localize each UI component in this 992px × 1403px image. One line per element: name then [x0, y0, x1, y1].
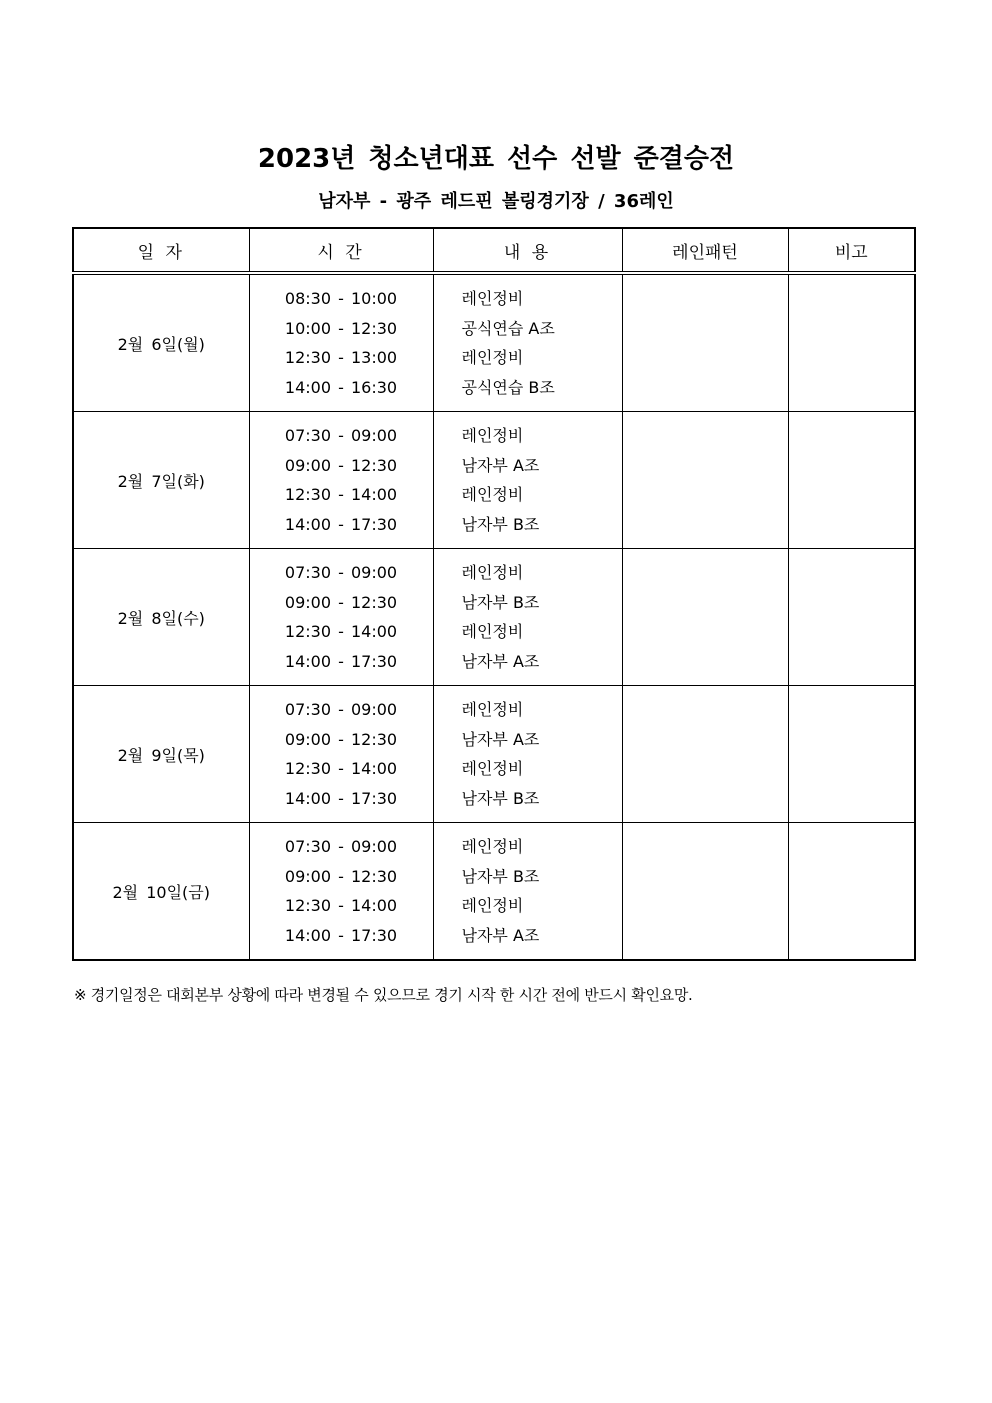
time-slot: 14:00 - 17:30: [284, 788, 398, 808]
header-date: 일 자: [73, 228, 249, 273]
content-cell: [433, 686, 622, 823]
lane-pattern-cell: [622, 686, 788, 823]
content-item: 남자부 A조: [461, 925, 540, 945]
time-slot: 09:00 - 12:30: [284, 455, 398, 475]
table-row: [73, 823, 915, 961]
content-item: 레인정비: [461, 622, 524, 641]
content-cell: [433, 273, 622, 412]
date-cell: 2월 9일(목): [73, 686, 249, 823]
time-slot: 09:00 - 12:30: [284, 729, 398, 749]
time-slot: 07:30 - 09:00: [284, 700, 398, 719]
content-item: 레인정비: [461, 289, 524, 308]
content-item: 남자부 B조: [461, 514, 540, 534]
time-slot: 12:30 - 14:00: [284, 896, 398, 915]
content-item: 남자부 A조: [461, 651, 540, 671]
time-cell: [249, 549, 433, 686]
date-cell: 2월 7일(화): [73, 412, 249, 549]
table-row: [73, 273, 915, 412]
lane-pattern-cell: [622, 273, 788, 412]
time-slot: 07:30 - 09:00: [284, 563, 398, 582]
content-item: 레인정비: [461, 759, 524, 778]
time-slot: 07:30 - 09:00: [284, 837, 398, 856]
remarks-cell: [788, 823, 915, 961]
time-slot: 12:30 - 13:00: [284, 348, 398, 367]
content-item: 레인정비: [461, 485, 524, 504]
content-item: 레인정비: [461, 348, 524, 367]
content-item: 남자부 A조: [461, 729, 540, 749]
table-row: [73, 549, 915, 686]
time-cell: [249, 412, 433, 549]
content-item: 남자부 B조: [461, 866, 540, 886]
content-item: 레인정비: [461, 426, 524, 445]
time-slot: 09:00 - 12:30: [284, 592, 398, 612]
schedule-change-notice: ※ 경기일정은 대회본부 상황에 따라 변경될 수 있으므로 경기 시작 한 시간 전에 반드시 확인요망.: [74, 986, 693, 1004]
header-remarks: 비고: [788, 228, 915, 273]
time-slot: 14:00 - 17:30: [284, 514, 398, 534]
table-row: [73, 412, 915, 549]
page-subtitle: 남자부 - 광주 레드핀 볼링경기장 / 36레인: [318, 191, 674, 212]
time-cell: [249, 273, 433, 412]
content-cell: [433, 412, 622, 549]
lane-pattern-cell: [622, 549, 788, 686]
time-slot: 14:00 - 16:30: [284, 377, 398, 397]
time-slot: 09:00 - 12:30: [284, 866, 398, 886]
content-item: 공식연습 B조: [461, 377, 555, 397]
content-item: 레인정비: [461, 896, 524, 915]
time-slot: 12:30 - 14:00: [284, 485, 398, 504]
remarks-cell: [788, 549, 915, 686]
time-cell: [249, 823, 433, 961]
time-slot: 12:30 - 14:00: [284, 622, 398, 641]
content-cell: [433, 549, 622, 686]
time-slot: 14:00 - 17:30: [284, 925, 398, 945]
lane-pattern-cell: [622, 823, 788, 961]
time-slot: 14:00 - 17:30: [284, 651, 398, 671]
remarks-cell: [788, 412, 915, 549]
header-time: 시 간: [249, 228, 433, 273]
header-lane-pattern: 레인패턴: [622, 228, 788, 273]
date-cell: 2월 8일(수): [73, 549, 249, 686]
lane-pattern-cell: [622, 412, 788, 549]
header-content: 내 용: [433, 228, 622, 273]
content-item: 남자부 B조: [461, 592, 540, 612]
content-item: 레인정비: [461, 837, 524, 856]
content-cell: [433, 823, 622, 961]
content-item: 공식연습 A조: [461, 318, 555, 338]
time-slot: 12:30 - 14:00: [284, 759, 398, 778]
time-slot: 10:00 - 12:30: [284, 318, 398, 338]
content-item: 남자부 A조: [461, 455, 540, 475]
time-cell: [249, 686, 433, 823]
content-item: 남자부 B조: [461, 788, 540, 808]
content-item: 레인정비: [461, 700, 524, 719]
table-header-row: [73, 228, 915, 273]
remarks-cell: [788, 273, 915, 412]
content-item: 레인정비: [461, 563, 524, 582]
page-title: 2023년 청소년대표 선수 선발 준결승전: [257, 144, 735, 174]
date-cell: 2월 6일(월): [117, 334, 205, 354]
time-slot: 08:30 - 10:00: [284, 289, 398, 308]
table-row: [73, 686, 915, 823]
schedule-table: [72, 227, 916, 961]
date-cell: 2월 10일(금): [73, 823, 249, 961]
remarks-cell: [788, 686, 915, 823]
time-slot: 07:30 - 09:00: [284, 426, 398, 445]
